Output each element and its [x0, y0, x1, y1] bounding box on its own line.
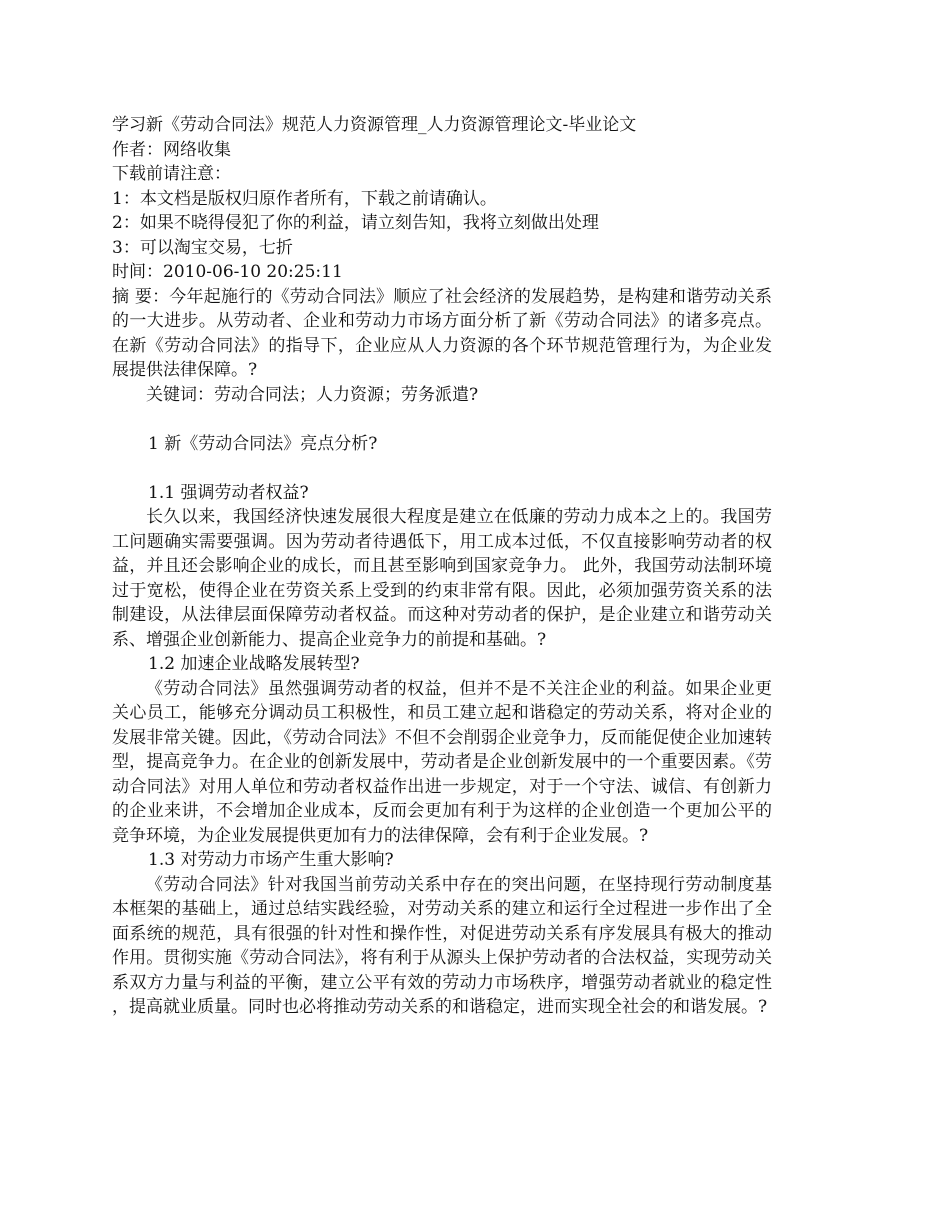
- document-page: [112, 113, 772, 1020]
- body-paragraph: 《劳动合同法》虽然强调劳动者的权益，但并不是不关注企业的利益。如果企业更关心员工，能够充分调动员工积极性，和员工建立起和谐稳定的劳动关系，将对企业的发展非常关键。因此，《劳动合同法》不但不会削弱企业竞争力，反而能促使企业加速转型，提高竞争力。在企业的创新发展中，劳动者是企业创新发展中的一个重要因素。《劳动合同法》对用人单位和劳动者权益作出进一步规定，对于一个守法、诚信、有创新力的企业来讲，不会增加企业成本，反而会更加有利于为这样的企业创造一个更加公平的竞争环境，为企业发展提供更加有力的法律保障，会有利于企业发展。?: [112, 678, 772, 846]
- notice-item: 3：可以淘宝交易，七折: [112, 237, 293, 258]
- subsection-heading: 1.2 加速企业战略发展转型?: [148, 654, 360, 674]
- author-line: 作者：网络收集: [112, 139, 231, 160]
- keywords-line: 关键词：劳动合同法；人力资源；劳务派遣?: [146, 384, 479, 405]
- section-heading: 1 新《劳动合同法》亮点分析?: [148, 433, 378, 454]
- spacer: [112, 456, 772, 481]
- spacer: [112, 407, 772, 432]
- subsection-heading: 1.3 对劳动力市场产生重大影响?: [148, 850, 394, 870]
- document-title: 学习新《劳动合同法》规范人力资源管理_人力资源管理论文-毕业论文: [112, 115, 637, 135]
- body-paragraph: 长久以来，我国经济快速发展很大程度是建立在低廉的劳动力成本之上的。我国劳工问题确实需要强调。因为劳动者待遇低下，用工成本过低，不仅直接影响劳动者的权益，并且还会影响企业的成长，而且甚至影响到国家竞争力。 此外，我国劳动法制环境过于宽松，使得企业在劳资关系上受到的约束非常有限。因此，必须加强劳资关系的法制建设，从法律层面保障劳动者权益。而这种对劳动者的保护，是企业建立和谐劳动关系、增强企业创新能力、提高企业竞争力的前提和基础。?: [112, 507, 772, 650]
- notice-item: 1：本文档是版权归原作者所有，下载之前请确认。: [112, 188, 497, 209]
- notice-header: 下载前请注意：: [112, 164, 231, 184]
- timestamp: 时间：2010-06-10 20:25:11: [112, 262, 343, 282]
- abstract-paragraph: 摘 要：今年起施行的《劳动合同法》顺应了社会经济的发展趋势，是构建和谐劳动关系的一大进步。从劳动者、企业和劳动力市场方面分析了新《劳动合同法》的诸多亮点。在新《劳动合同法》的指导下，企业应从人力资源的各个环节规范管理行为，为企业发展提供法律保障。?: [112, 286, 772, 380]
- body-paragraph: 《劳动合同法》针对我国当前劳动关系中存在的突出问题，在坚持现行劳动制度基本框架的基础上，通过总结实践经验，对劳动关系的建立和运行全过程进一步作出了全面系统的规范，具有很强的针对性和操作性，对促进劳动关系有序发展具有极大的推动作用。贯彻实施《劳动合同法》，将有利于从源头上保护劳动者的合法权益，实现劳动关系双方力量与利益的平衡，建立公平有效的劳动力市场秩序，增强劳动者就业的稳定性，提高就业质量。同时也必将推动劳动关系的和谐稳定，进而实现全社会的和谐发展。?: [112, 874, 772, 1017]
- subsection-heading: 1.1 强调劳动者权益?: [148, 482, 309, 503]
- notice-item: 2：如果不晓得侵犯了你的利益，请立刻告知，我将立刻做出处理: [112, 213, 599, 233]
